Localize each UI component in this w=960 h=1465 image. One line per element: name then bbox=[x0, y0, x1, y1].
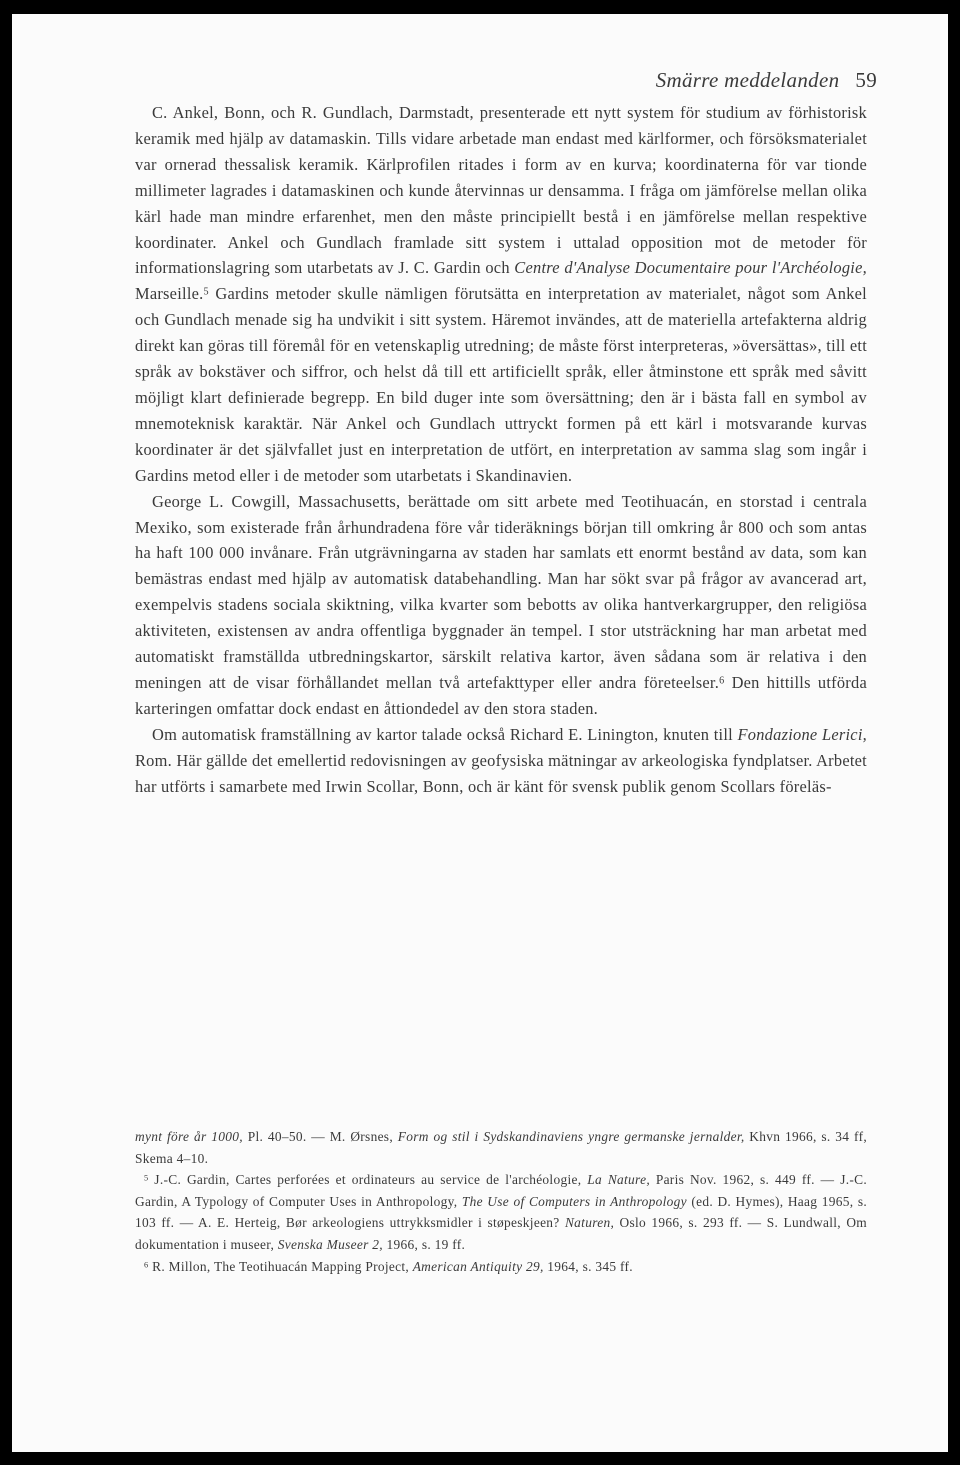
footnote-reference: 6 bbox=[719, 675, 725, 687]
footnote-reference: 5 bbox=[203, 286, 209, 298]
paragraph-ankel-gundlach bbox=[135, 100, 867, 489]
footnote-text: 1964, s. 345 ff. bbox=[543, 1258, 633, 1274]
italic-institution: Fondazione Lerici, bbox=[737, 724, 867, 744]
italic-title: American Antiquity 29, bbox=[412, 1258, 544, 1274]
book-page bbox=[12, 14, 948, 1452]
footnote-text: J.-C. Gardin, Cartes perforées et ordinateurs au service de l'archéologie, bbox=[148, 1172, 588, 1188]
italic-title: La Nature, bbox=[587, 1172, 650, 1188]
italic-institution: Centre d'Analyse Documentaire pour l'Archéologie, bbox=[514, 258, 867, 278]
footnote-text: Paris Nov. 1962, s. 449 ff. — J.-C. Gardin, A Typology of Computer Uses in Anthropology, bbox=[135, 1172, 867, 1209]
italic-title: Form og stil i Sydskandinaviens yngre germanske jernalder, bbox=[397, 1129, 745, 1144]
paragraph-cowgill bbox=[135, 489, 867, 722]
footnote-text: Pl. 40–50. — M. Ørsnes, bbox=[242, 1129, 398, 1144]
paragraph-text: Om automatisk framställning av kartor talade också Richard E. Linington, knuten till bbox=[152, 724, 738, 744]
footnote-continuation bbox=[135, 1126, 867, 1169]
italic-title: Naturen, bbox=[564, 1215, 615, 1231]
footnote-5 bbox=[135, 1169, 867, 1255]
paragraph-text: Den hittills utförda karteringen omfattar dock endast en åttiondedel av den stora staden. bbox=[135, 672, 867, 718]
footnote-text: R. Millon, The Teotihuacán Mapping Project, bbox=[148, 1258, 413, 1274]
paragraph-text: Marseille. bbox=[135, 284, 204, 304]
italic-title: Svenska Museer 2, bbox=[277, 1236, 383, 1252]
footnote-text: Oslo 1966, s. 293 ff. — S. Lundwall, Om dokumentation i museer, bbox=[135, 1215, 868, 1252]
running-header bbox=[12, 68, 877, 93]
footnotes bbox=[135, 1126, 867, 1277]
italic-title: The Use of Computers in Anthropology bbox=[461, 1193, 687, 1209]
paragraph-text: C. Ankel, Bonn, och R. Gundlach, Darmstadt, presenterade ett nytt system för studium av förhistorisk keramik med hjälp av datamaskin. Tills vidare arbetade man endast med kärlformer, och försöksmaterialet var ornerad thessalisk keramik. Kärlprofilen ritades i form av en kurva; koordinaterna för var tionde millimeter lagrades i datamaskinen och kunde återvinnas ur densamma. I fråga om jämförelse mellan olika kärl hade man mindre erfarenhet, men den måste principiellt bestå i en jämförelse mellan respektive koordinater. Ankel och Gundlach framlade sitt system i uttalad opposition mot de metoder för informationslagring som utarbetats av J. C. Gardin och bbox=[135, 103, 867, 278]
footnote-text: 1966, s. 19 ff. bbox=[382, 1236, 466, 1252]
header-title: Smärre meddelanden bbox=[655, 68, 840, 92]
paragraph-text: Gardins metoder skulle nämligen förutsätta en interpretation av materialet, något som Ankel och Gundlach menade sig ha undvikit i sitt system. Häremot invändes, att de materiella artefakterna aldrig direkt kan göras till föremål för en vetenskaplig utredning; de måste först interpreteras, »översättas», till ett språk av bokstäver och siffror, och helst då till ett artificiellt språk, eller åtminstone ett språk med såvitt möjligt klart definierade begrepp. En bild duger inte som översättning; den är i bästa fall en symbol av mnemoteknisk karaktär. När Ankel och Gundlach uttryckt formen på ett kärl i motsvarande kurvas koordinater är det självfallet just en interpretation de utfört, en interpretation av samma slag som ingår i Gardins metod eller i de metoder som utarbetats i Skandinavien. bbox=[135, 284, 867, 485]
body-text bbox=[135, 100, 867, 799]
footnote-text: (ed. D. Hymes), Haag 1965, s. 103 ff. — A. E. Herteig, Bør arkeologiens uttrykksmidler i støpeskjeen? bbox=[135, 1193, 867, 1231]
footnote-text: Khvn 1966, s. 34 ff, Skema 4–10. bbox=[135, 1129, 867, 1166]
footnote-marker: 5 bbox=[144, 1173, 149, 1183]
paragraph-text: George L. Cowgill, Massachusetts, berättade om sitt arbete med Teotihuacán, en storstad i centrala Mexiko, som existerade från århundradena före vår tideräknings början till omkring år 800 och som antas ha haft 100 000 invånare. Från utgrävningarna av staden har samlats ett enormt bestånd av data, som kan bemästras endast med hjälp av automatisk databehandling. Man har sökt svar på frågor av avancerad art, exempelvis stadens sociala skiktning, vilka kvarter som bebotts av olika hantverkargrupper, den religiösa aktiviteten, existensen av andra offentliga byggnader än tempel. I stor utsträckning har man arbetat med automatiskt framställda utbredningskartor, särskilt relativa kartor, även sådana som är relativa i den meningen att de visar förhållandet mellan två artefakttyper eller andra företeelser. bbox=[135, 491, 867, 692]
footnote-6 bbox=[135, 1256, 867, 1278]
paragraph-linington bbox=[135, 722, 867, 800]
footnote-marker: 6 bbox=[144, 1259, 149, 1269]
page-number: 59 bbox=[855, 68, 877, 92]
paragraph-text: Rom. Här gällde det emellertid redovisningen av geofysiska mätningar av arkeologiska fyndplatser. Arbetet har utförts i samarbete med Irwin Scollar, Bonn, och är känt för svensk publik genom Scollars föreläs- bbox=[135, 750, 867, 796]
italic-title: mynt före år 1000, bbox=[135, 1129, 243, 1144]
